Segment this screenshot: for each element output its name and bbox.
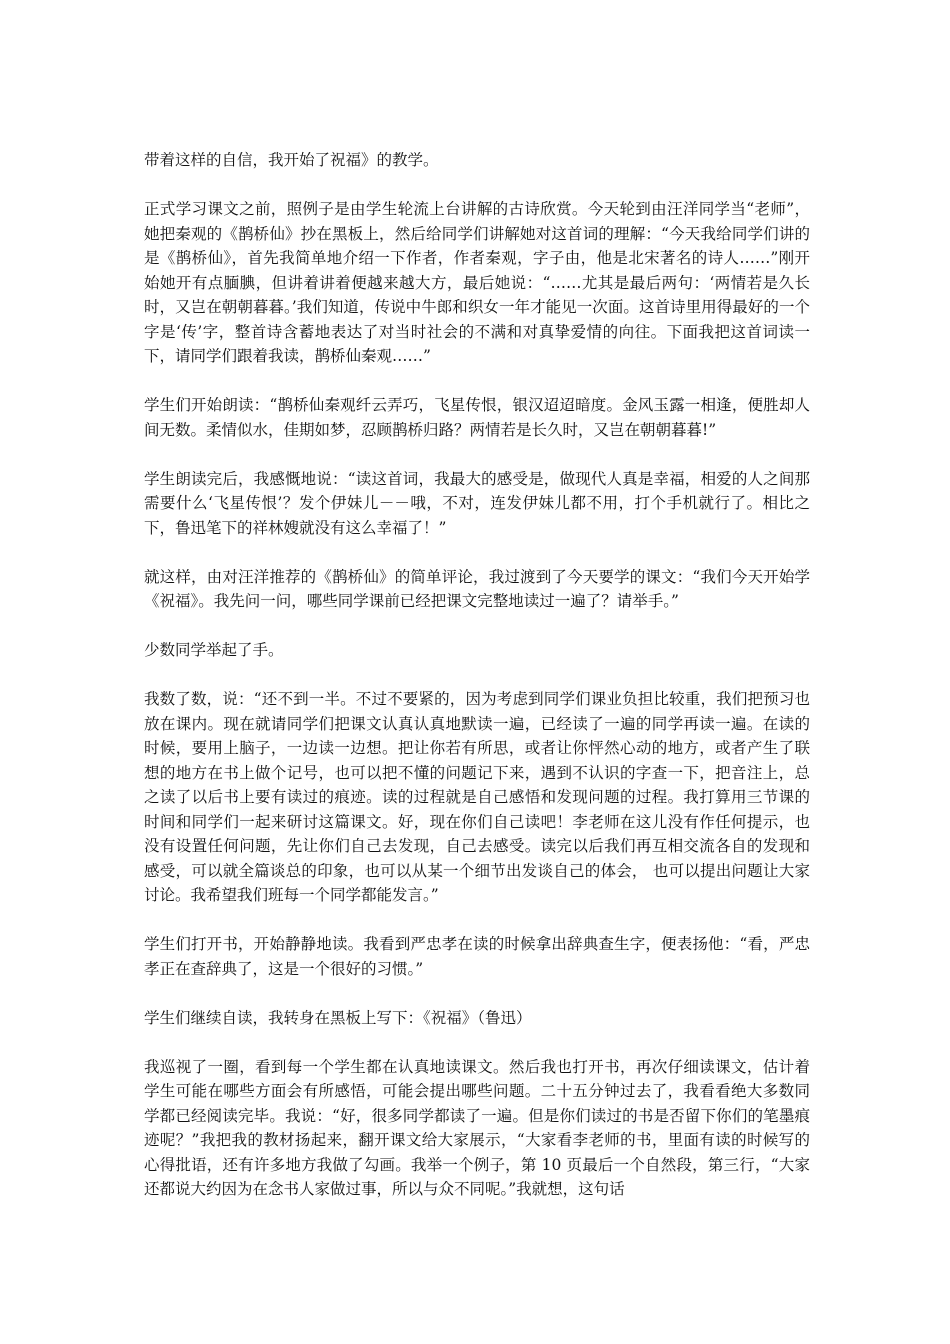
document-body	[144, 148, 810, 1226]
paragraph-10: 我巡视了一圈，看到每一个学生都在认真地读课文。然后我也打开书，再次仔细读课文，估计着学生可能在哪些方面会有所感悟，可能会提出哪些问题。二十五分钟过去了，我看看绝大多数同学都已经阅读完毕。我说：“好，很多同学都读了一遍。但是你们读过的书是否留下你们的笔墨痕迹呢？”我把我的教材扬起来，翻开课文给大家展示，“大家看李老师的书，里面有读的时候写的心得批语，还有许多地方我做了勾画。我举一个例子，第 10 页最后一个自然段，第三行，“大家还都说大约因为在念书人家做过事，所以与众不同呢。”我就想，这句话	[144, 1057, 810, 1198]
paragraph-8: 学生们打开书，开始静静地读。我看到严忠孝在读的时候拿出辞典查生字，便表扬他：“看，严忠孝正在查辞典了，这是一个很好的习惯。”	[144, 935, 810, 978]
paragraph-2: 正式学习课文之前，照例子是由学生轮流上台讲解的古诗欣赏。今天轮到由汪洋同学当“老师”，她把秦观的《鹊桥仙》抄在黑板上，然后给同学们讲解她对这首词的理解：“今天我给同学们讲的是《鹊桥仙》，首先我简单地介绍一下作者，作者秦观，字子由，他是北宋著名的诗人……”刚开始她开有点腼腆，但讲着讲着便越来越大方，最后她说：“……尤其是最后两句：‘两情若是久长时，又岂在朝朝暮暮。’我们知道，传说中牛郎和织女一年才能见一次面。这首诗里用得最好的一个字是‘传’字，整首诗含蓄地表达了对当时社会的不满和对真挚爱情的向往。下面我把这首词读一下，请同学们跟着我读，鹊桥仙秦观……”	[144, 200, 810, 365]
paragraph-6: 少数同学举起了手。	[144, 641, 284, 659]
paragraph-4: 学生朗读完后，我感慨地说：“读这首词，我最大的感受是，做现代人真是幸福，相爱的人之间那需要什么‘飞星传恨’？发个伊妹儿－－哦，不对，连发伊妹儿都不用，打个手机就行了。相比之下，鲁迅笔下的祥林嫂就没有这么幸福了！”	[144, 469, 810, 537]
paragraph-7: 我数了数，说：“还不到一半。不过不要紧的，因为考虑到同学们课业负担比较重，我们把预习也放在课内。现在就请同学们把课文认真认真地默读一遍，已经读了一遍的同学再读一遍。在读的时候，要用上脑子，一边读一边想。把让你若有所思，或者让你怦然心动的地方，或者产生了联想的地方在书上做个记号，也可以把不懂的问题记下来，遇到不认识的字查一下，把音注上，总之读了以后书上要有读过的痕迹。读的过程就是自己感悟和发现问题的过程。我打算用三节课的时间和同学们一起来研讨这篇课文。好，现在你们自己读吧！李老师在这儿没有作任何提示，也没有设置任何问题，先让你们自己去发现，自己去感受。读完以后我们再互相交流各自的发现和感受，可以就全篇谈总的印象，也可以从某一个细节出发谈自己的体会， 也可以提出问题让大家讨论。我希望我们班每一个同学都能发言。”	[144, 690, 810, 904]
paragraph-3: 学生们开始朗读：“鹊桥仙秦观纤云弄巧，飞星传恨，银汉迢迢暗度。金风玉露一相逢，便胜却人间无数。柔情似水，佳期如梦，忍顾鹊桥归路？两情若是长久时，又岂在朝朝暮暮!”	[144, 396, 810, 439]
paragraph-1: 带着这样的自信，我开始了祝福》的教学。	[144, 151, 439, 169]
paragraph-5: 就这样，由对汪洋推荐的《鹊桥仙》的简单评论，我过渡到了今天要学的课文：“我们今天开始学《祝福》。我先问一问，哪些同学课前已经把课文完整地读过一遍了？请举手。”	[144, 567, 810, 610]
paragraph-9: 学生们继续自读，我转身在黑板上写下：《祝福》（鲁迅）	[144, 1008, 532, 1027]
